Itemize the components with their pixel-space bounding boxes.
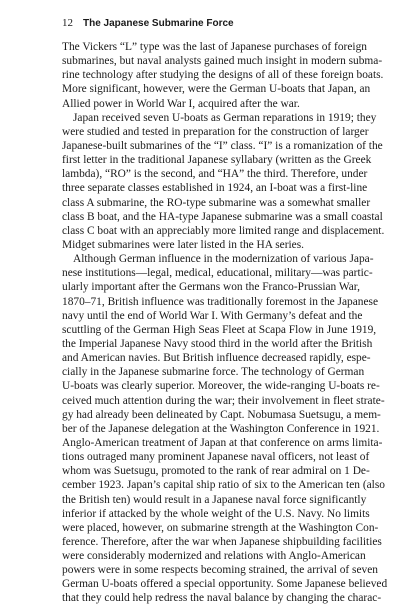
text-line: class C boat with an appreciably more limited range and displacement.: [62, 224, 385, 237]
text-line: whom was Suetsugu, promoted to the rank of rear admiral on 1 De-: [62, 465, 370, 478]
text-line: gy had already been delineated by Capt. Nobumasa Suetsugu, a mem-: [62, 408, 381, 421]
text-line: More significant, however, were the German U-boats that Japan, an: [62, 83, 371, 96]
text-line: U-boats was clearly superior. Moreover, the wide-ranging U-boats re-: [62, 380, 380, 393]
text-line: Japan received seven U-boats as German reparations in 1919; they: [73, 111, 377, 124]
text-line: Anglo-American treatment of Japan at that conference on arms limita-: [62, 436, 383, 449]
text-line: 1870–71, British influence was traditionally foremost in the Japanese: [62, 295, 379, 308]
page-number: 12: [62, 17, 73, 29]
text-line: nese institutions—legal, medical, educational, military—was partic-: [62, 267, 373, 280]
text-line: ference. Therefore, after the war when Japanese shipbuilding facilities: [62, 535, 382, 548]
running-title: The Japanese Submarine Force: [83, 18, 234, 29]
running-head: [62, 15, 352, 29]
text-line: submarines, but naval analysts gained much insight in modern subma-: [62, 55, 383, 68]
text-line: were placed, however, on submarine strength at the Washington Con-: [62, 521, 379, 534]
text-line: lambda), “RO” is the second, and “HA” the third. Therefore, under: [62, 168, 368, 181]
text-line: powers were in some respects becoming strained, the arrival of seven: [62, 564, 378, 577]
paragraph: [62, 40, 384, 111]
text-line: Midget submarines were later listed in the HA series.: [62, 238, 304, 251]
text-line: were considerably modernized and relations with Anglo-American: [62, 550, 366, 563]
body-text: [62, 40, 388, 606]
text-line: and American navies. But British influence decreased rapidly, espe-: [62, 352, 371, 365]
text-line: The Vickers “L” type was the last of Japanese purchases of foreign: [62, 41, 367, 53]
text-line: ber of the Japanese delegation at the Washington Conference in 1921.: [62, 422, 380, 435]
text-line: the Imperial Japanese Navy stood third in the world after the British: [62, 337, 373, 350]
paragraph: [62, 111, 385, 252]
text-line: tions outraged many prominent Japanese naval officers, not least of: [62, 451, 370, 464]
text-line: Japanese-built submarines of the “I” class. “I” is a romanization of the: [62, 139, 383, 152]
text-line: class B boat, and the HA-type Japanese submarine was a small coastal: [62, 210, 383, 223]
text-line: rine technology after studying the designs of all of these foreign boats.: [62, 69, 384, 82]
text-line: German U-boats offered a special opportunity. Some Japanese believed: [62, 578, 388, 591]
text-line: navy until the end of World War I. With Germany’s defeat and the: [62, 309, 363, 322]
text-line: three separate classes established in 1924, an I-boat was a first-line: [62, 182, 368, 195]
text-line: were studied and tested in preparation for the construction of larger: [62, 125, 369, 138]
text-line: cially in the Japanese submarine force. The technology of German: [62, 366, 365, 379]
text-line: ularly important after the Germans won the Franco-Prussian War,: [62, 281, 360, 294]
paragraph: [62, 252, 388, 606]
text-line: that they could help redress the naval balance by changing the charac-: [62, 592, 382, 605]
text-line: class A submarine, the RO-type submarine was a somewhat smaller: [62, 196, 371, 209]
text-line: Although German influence in the modernization of various Japa-: [73, 253, 374, 266]
text-line: cember 1923. Japan’s capital ship ratio of six to the American ten (also: [62, 479, 385, 492]
text-line: ceived much attention during the war; their involvement in fleet strate-: [62, 394, 385, 407]
text-line: inferior if attacked by the whole weight of the U.S. Navy. No limits: [62, 507, 370, 520]
text-line: Allied power in World War I, acquired after the war.: [62, 97, 300, 110]
text-line: first letter in the traditional Japanese syllabary (written as the Greek: [62, 154, 372, 167]
text-line: the British ten) would result in a Japanese naval force significantly: [62, 493, 367, 506]
text-line: scuttling of the German High Seas Fleet at Scapa Flow in June 1919,: [62, 323, 377, 336]
